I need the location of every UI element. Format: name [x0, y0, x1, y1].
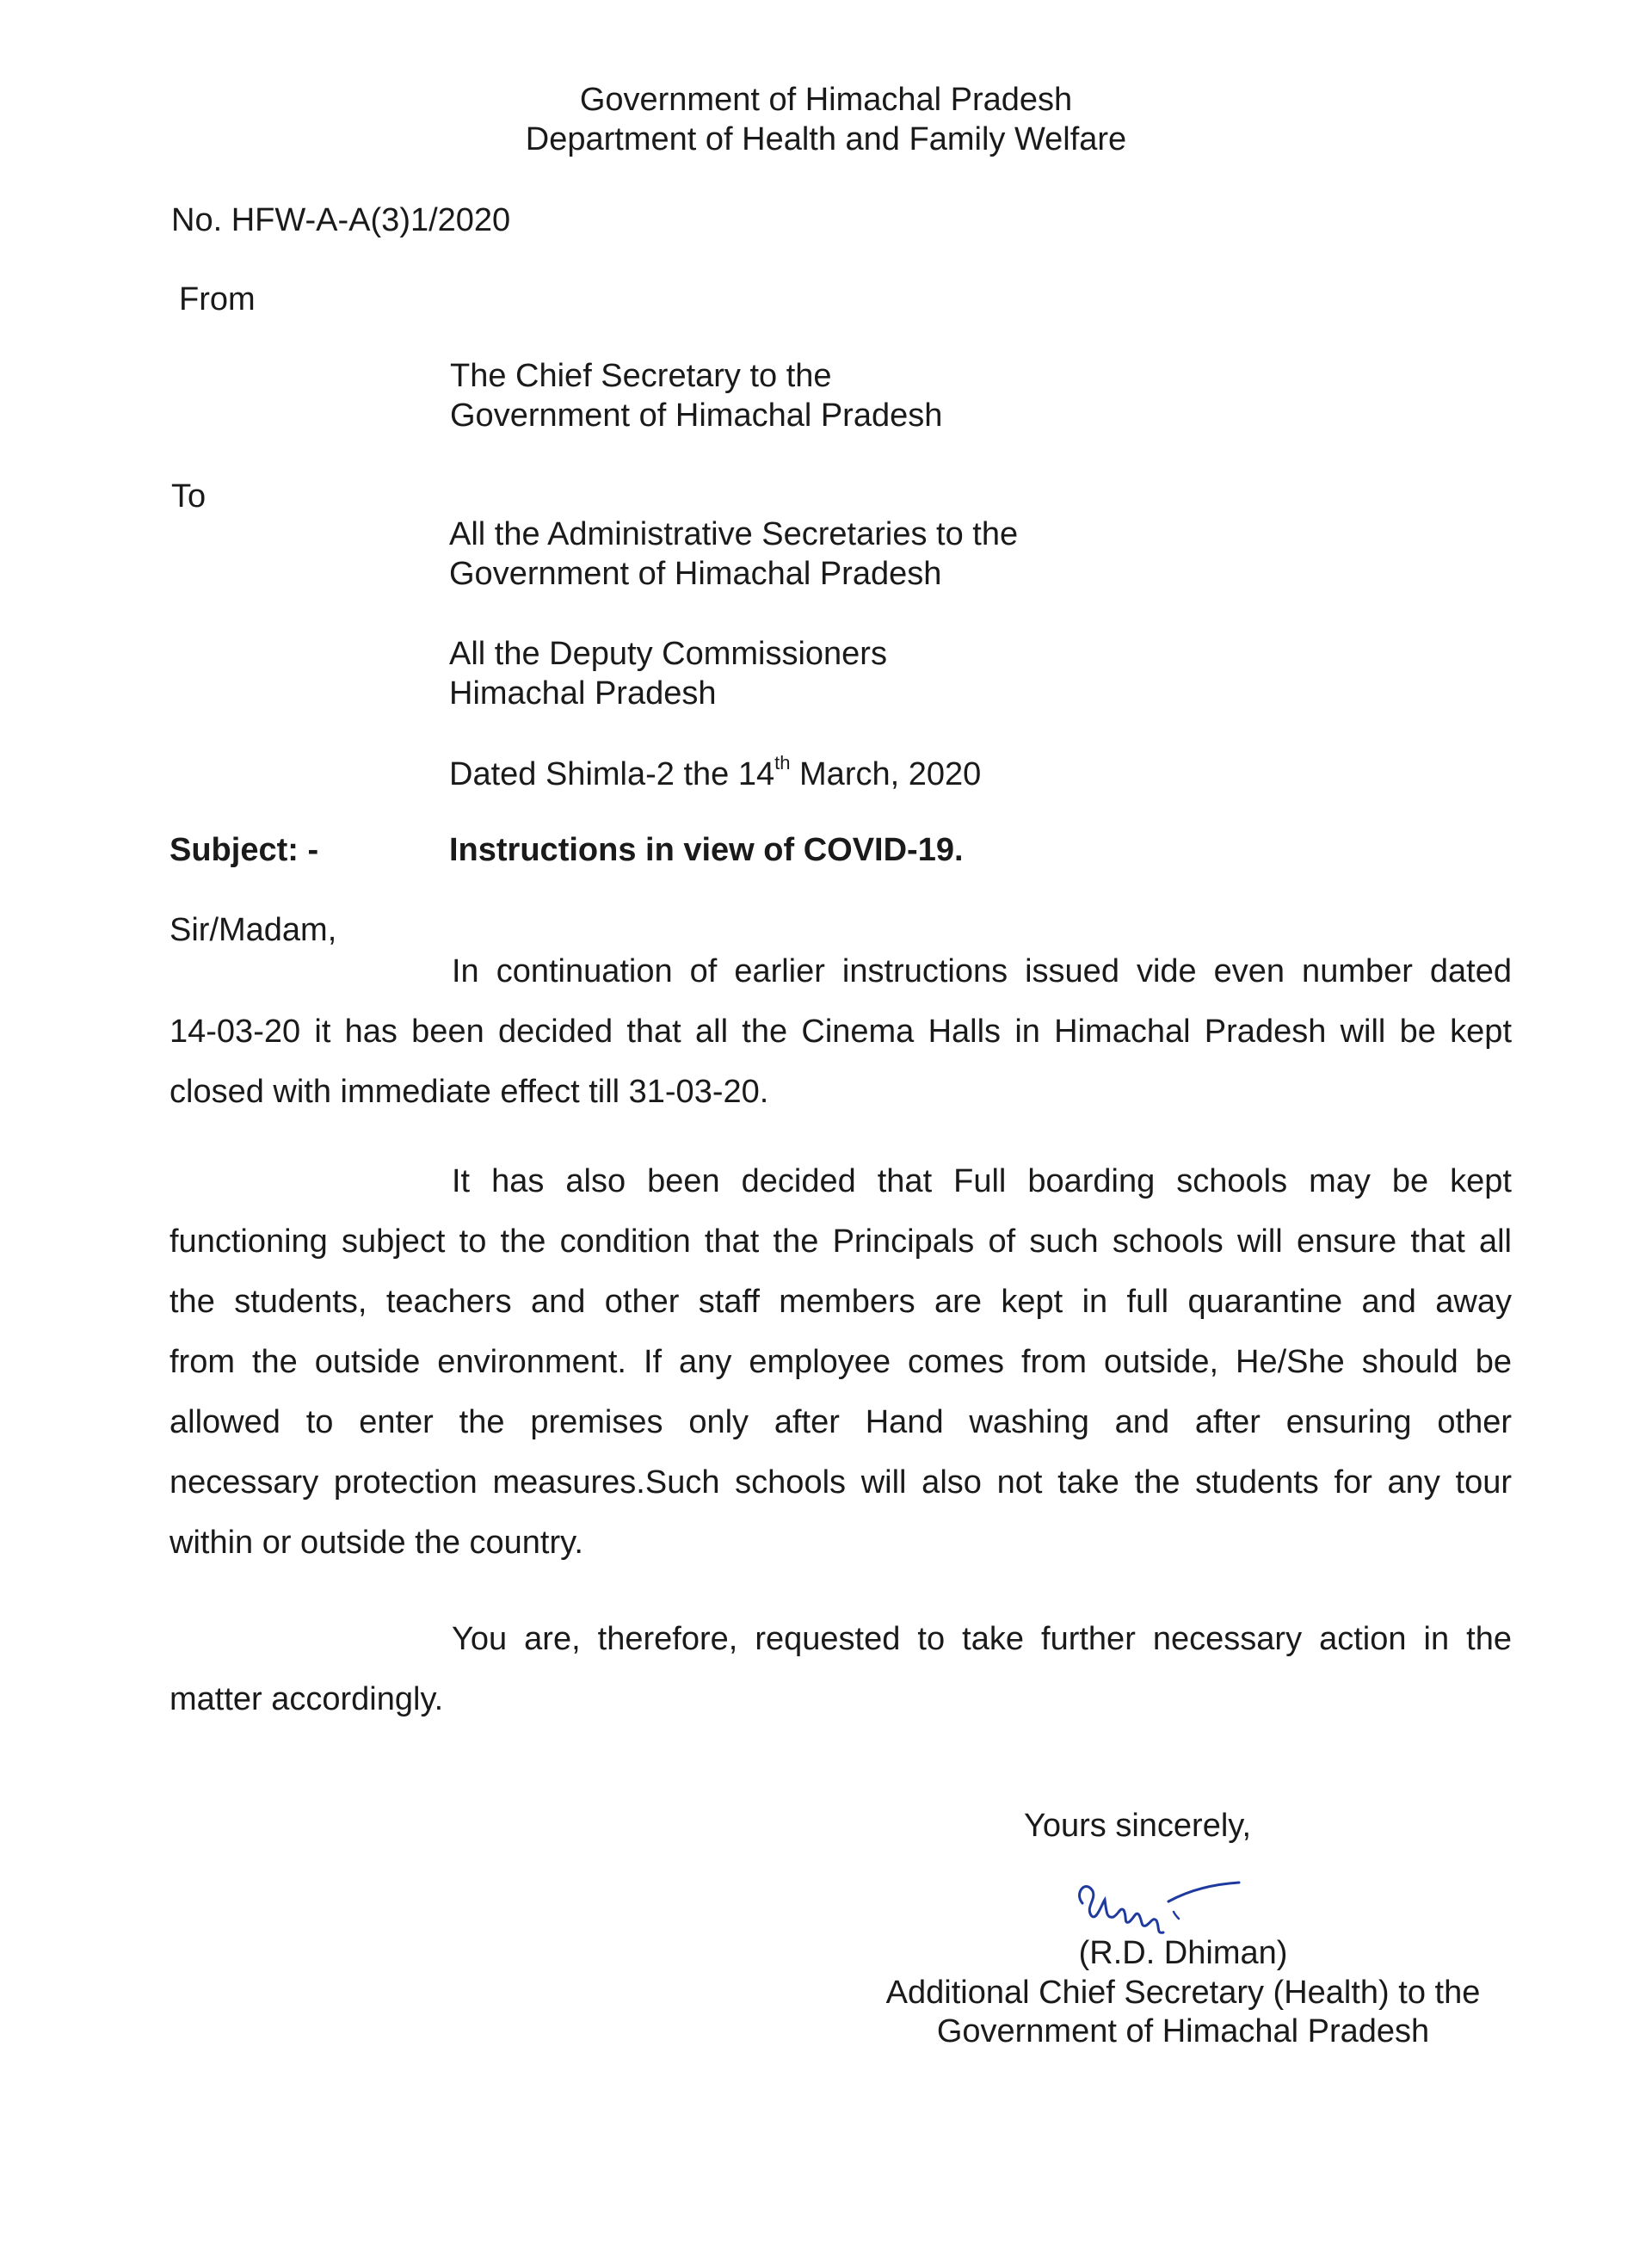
paragraph-2 — [170, 1151, 1512, 1573]
date-line — [449, 752, 982, 795]
recipient-2-line-2: Himachal Pradesh — [449, 675, 717, 712]
signatory-name: (R.D. Dhiman) — [1078, 1935, 1288, 1971]
paragraph-2-line: It has also been decided that Full boarding schools may be kept — [452, 1163, 1512, 1199]
recipient-2-line-1: All the Deputy Commissioners — [449, 636, 887, 672]
recipient-block-1 — [449, 515, 1018, 594]
paragraph-2-line: functioning subject to the condition that the Principals of such schools will ensure that all — [170, 1223, 1512, 1260]
paragraph-2-line: from the outside environment. If any employee comes from outside, He/She should be — [170, 1344, 1512, 1380]
sender-block — [450, 357, 942, 435]
signature-block — [809, 1934, 1557, 2052]
subject-label: Subject: - — [170, 832, 319, 868]
date-ordinal-suffix: th — [774, 752, 791, 773]
paragraph-2-line: within or outside the country. — [170, 1525, 583, 1561]
subject-text: Instructions in view of COVID-19. — [449, 832, 964, 868]
recipient-block-2 — [449, 635, 887, 713]
paragraph-2-line: allowed to enter the premises only after Hand washing and after ensuring other — [170, 1404, 1512, 1440]
paragraph-3 — [170, 1609, 1512, 1729]
sender-line-2: Government of Himachal Pradesh — [450, 397, 943, 434]
sender-line-1: The Chief Secretary to the — [450, 358, 832, 394]
paragraph-2-line: necessary protection measures.Such schools will also not take the students for any tour — [170, 1464, 1512, 1501]
reference-number: No. HFW-A-A(3)1/2020 — [171, 202, 511, 238]
paragraph-3-line: matter accordingly. — [170, 1681, 444, 1717]
salutation: Sir/Madam, — [170, 912, 337, 948]
letterhead — [0, 81, 1652, 159]
recipient-1-line-1: All the Administrative Secretaries to the — [449, 516, 1019, 552]
recipient-1-line-2: Government of Himachal Pradesh — [449, 555, 942, 592]
from-label: From — [179, 281, 256, 317]
government-name: Government of Himachal Pradesh — [579, 82, 1073, 118]
signatory-designation-line-2: Government of Himachal Pradesh — [936, 2013, 1430, 2050]
department-name: Department of Health and Family Welfare — [525, 120, 1127, 157]
paragraph-3-line: You are, therefore, requested to take further necessary action in the — [452, 1621, 1512, 1657]
paragraph-2-line: the students, teachers and other staff members are kept in full quarantine and away — [170, 1284, 1512, 1320]
valediction: Yours sincerely, — [1024, 1808, 1252, 1844]
signatory-designation-line-1: Additional Chief Secretary (Health) to the — [885, 1974, 1481, 2011]
paragraph-1-line: 14-03-20 it has been decided that all the Cinema Halls in Himachal Pradesh will be kept — [170, 1014, 1512, 1050]
paragraph-1-line: In continuation of earlier instructions issued vide even number dated — [452, 953, 1512, 989]
to-label: To — [171, 478, 206, 515]
date-prefix: Dated Shimla-2 the 14 — [449, 756, 775, 792]
paragraph-1 — [170, 941, 1512, 1122]
paragraph-1-line: closed with immediate effect till 31-03-20. — [170, 1074, 769, 1110]
date-suffix: March, 2020 — [790, 756, 982, 792]
